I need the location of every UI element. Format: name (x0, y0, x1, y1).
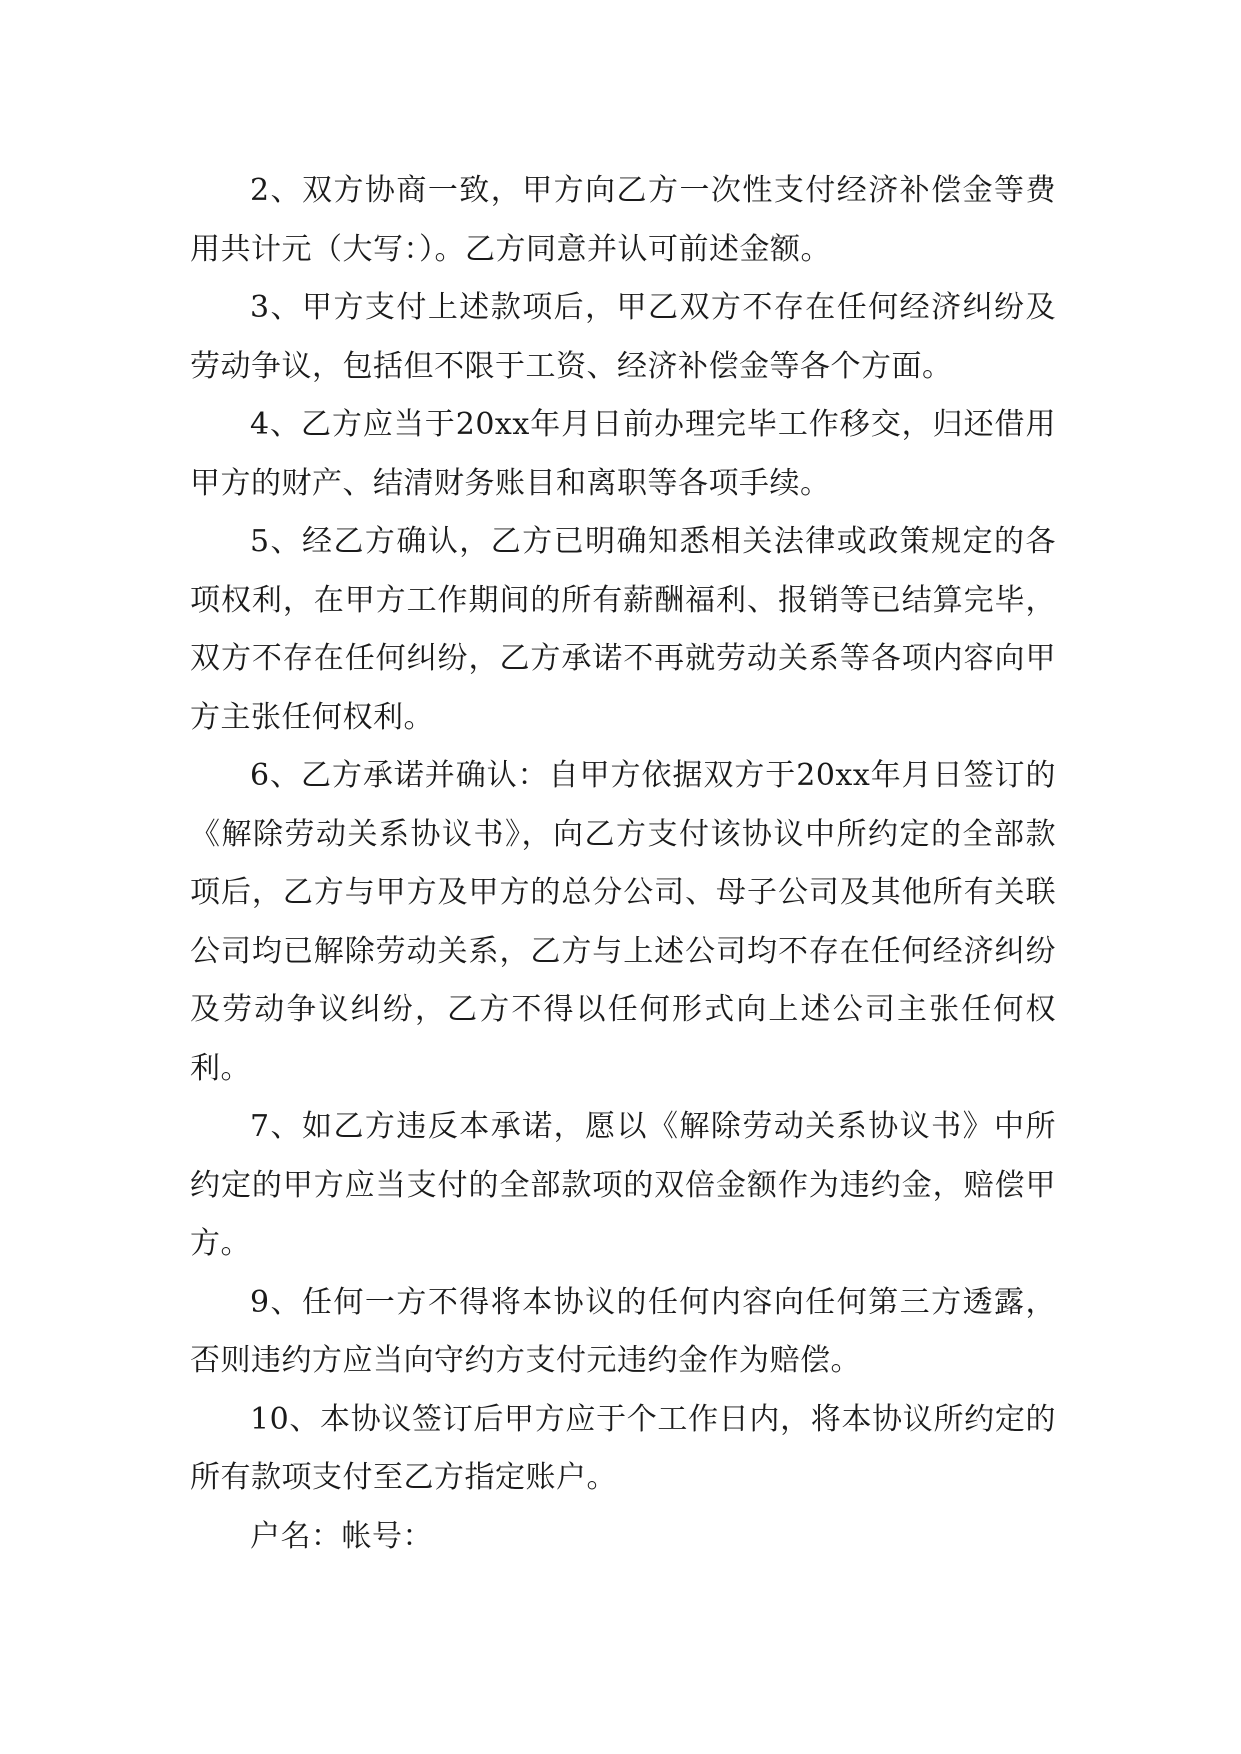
paragraph-account-info: 户名：帐号： (250, 1518, 433, 1554)
paragraph-clause-9: 9、任何一方不得将本协议的任何内容向任何第三方透露，否则违约方应当向守约方支付元违约金作为赔偿。 (190, 1284, 1056, 1378)
paragraph-clause-6: 6、乙方承诺并确认：自甲方依据双方于20xx年月日签订的《解除劳动关系协议书》，向乙方支付该协议中所约定的全部款项后，乙方与甲方及甲方的总分公司、母子公司及其他所有关联公司均已解除劳动关系，乙方与上述公司均不存在任何经济纠纷及劳动争议纠纷，乙方不得以任何形式向上述公司主张任何权利。 (190, 758, 1056, 1086)
paragraph-clause-4: 4、乙方应当于20xx年月日前办理完毕工作移交，归还借用甲方的财产、结清财务账目和离职等各项手续。 (190, 407, 1056, 501)
paragraph-clause-7: 7、如乙方违反本承诺，愿以《解除劳动关系协议书》中所约定的甲方应当支付的全部款项的双倍金额作为违约金，赔偿甲方。 (190, 1109, 1056, 1261)
paragraph-clause-5: 5、经乙方确认，乙方已明确知悉相关法律或政策规定的各项权利，在甲方工作期间的所有薪酬福利、报销等已结算完毕，双方不存在任何纠纷，乙方承诺不再就劳动关系等各项内容向甲方主张任何权利。 (190, 524, 1056, 735)
paragraph-clause-10: 10、本协议签订后甲方应于个工作日内，将本协议所约定的所有款项支付至乙方指定账户。 (190, 1401, 1056, 1495)
paragraph-clause-3: 3、甲方支付上述款项后，甲乙双方不存在任何经济纠纷及劳动争议，包括但不限于工资、经济补偿金等各个方面。 (190, 290, 1056, 384)
paragraph-clause-2: 2、双方协商一致，甲方向乙方一次性支付经济补偿金等费用共计元（大写：）。乙方同意并认可前述金额。 (190, 173, 1056, 267)
document-body (190, 162, 1056, 1566)
